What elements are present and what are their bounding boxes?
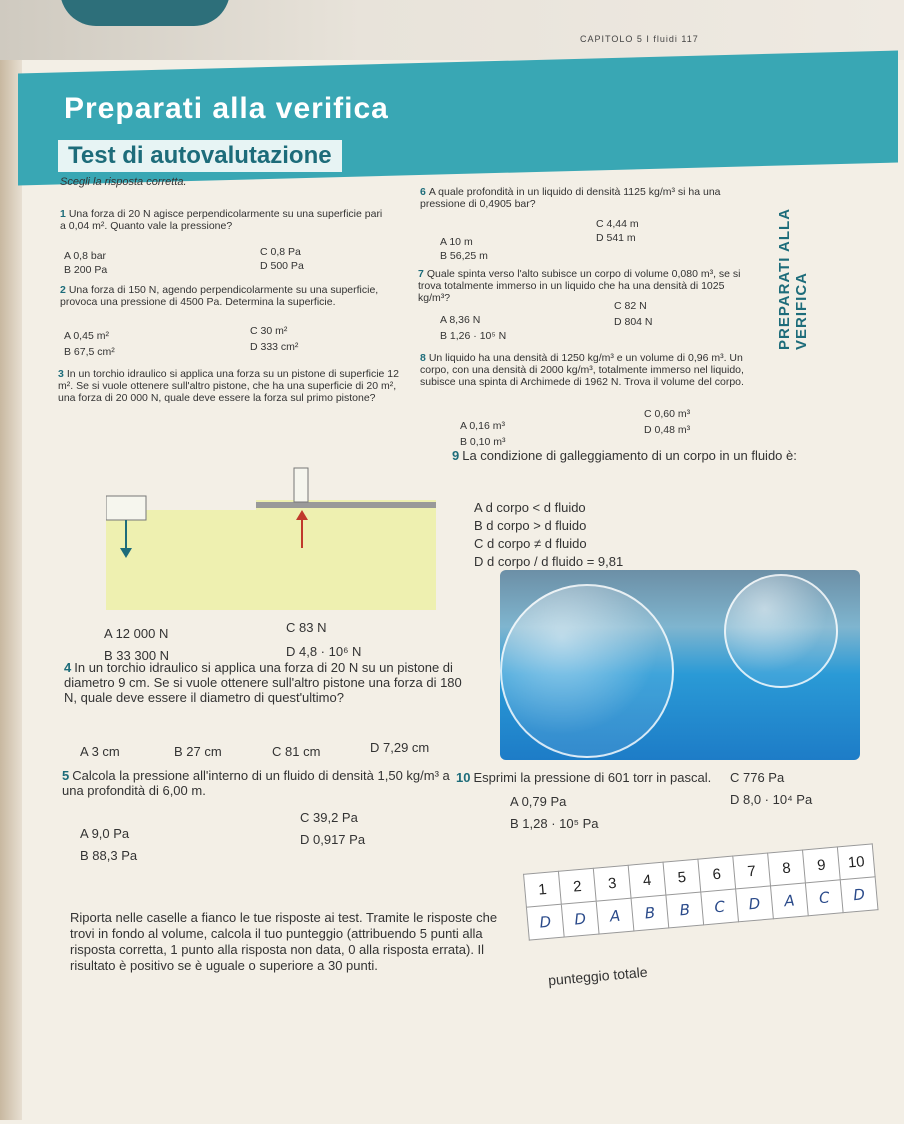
q5-option-a[interactable]: A 9,0 Pa [80, 826, 130, 841]
q8-option-a[interactable]: A 0,16 m³ [460, 420, 505, 432]
q3-option-d[interactable]: D 4,8 · 10⁶ N [286, 644, 362, 659]
q7-option-c[interactable]: C 82 N [614, 300, 647, 312]
grid-number-4: 4 [628, 862, 666, 898]
grid-number-3: 3 [593, 865, 631, 901]
q10-option-d[interactable]: D 8,0 · 10⁴ Pa [730, 792, 813, 807]
grid-number-7: 7 [733, 853, 771, 889]
grid-answer-4[interactable]: B [631, 895, 669, 931]
question-9: 9 La condizione di galleggiamento di un corpo in un fluido è: [452, 448, 797, 463]
question-7: 7 Quale spinta verso l'alto subisce un corpo di volume 0,080 m³, se si trova totalmente immerso in un liquido che ha una densità di 1025 kg/m³? [418, 268, 741, 304]
question-6: 6 A quale profondità in un liquido di densità 1125 kg/m³ si ha una pressione di 0,4905 bar? [420, 186, 721, 210]
decorative-swirl [60, 0, 230, 26]
grid-answer-9[interactable]: C [805, 880, 843, 916]
question-10: 10 Esprimi la pressione di 601 torr in pascal. [456, 770, 712, 785]
hydraulic-press-diagram [106, 460, 446, 610]
grid-number-5: 5 [663, 859, 701, 895]
q6-option-a[interactable]: A 10 m [440, 236, 473, 248]
water-balls-photo [500, 570, 860, 760]
q2-option-b[interactable]: B 67,5 cm² [64, 346, 115, 358]
page-edge [0, 60, 22, 1120]
grid-answer-5[interactable]: B [666, 892, 704, 928]
total-score-label: punteggio totale [547, 963, 649, 989]
grid-number-2: 2 [558, 868, 596, 904]
scoring-instructions: Riporta nelle caselle a fianco le tue risposte ai test. Tramite le risposte che trovi in fondo al volume, calcola il tuo punteggio (attribuendo 5 punti alla risposta corretta, 1 punto alla risposta non data, 0 alla risposta errata). Il risultato è positivo se è uguale o superiore a 30 punti. [70, 910, 498, 973]
grid-answer-7[interactable]: D [736, 886, 774, 922]
q2-option-a[interactable]: A 0,45 m² [64, 330, 109, 342]
question-5: 5 Calcola la pressione all'interno di un fluido di densità 1,50 kg/m³ a una profondità di 6,00 m. [62, 768, 450, 798]
banner-title: Preparati alla verifica [64, 92, 389, 125]
q2-option-d[interactable]: D 333 cm² [250, 341, 299, 353]
water-ball-left [500, 584, 674, 758]
grid-answer-3[interactable]: A [596, 898, 634, 934]
grid-number-9: 9 [802, 847, 840, 883]
grid-number-8: 8 [768, 850, 806, 886]
q3-option-b[interactable]: B 33 300 N [104, 648, 170, 663]
question-2: 2 Una forza di 150 N, agendo perpendicolarmente su una superficie, provoca una pressione di 4500 Pa. Determina la superficie. [60, 284, 379, 308]
test-title: Test di autovalutazione [58, 140, 342, 172]
q6-option-b[interactable]: B 56,25 m [440, 250, 488, 262]
q5-option-d[interactable]: D 0,917 Pa [300, 832, 366, 847]
q3-option-a[interactable]: A 12 000 N [104, 626, 169, 641]
side-label: PREPARATI ALLA VERIFICA [776, 208, 810, 350]
q7-option-d[interactable]: D 804 N [614, 316, 653, 328]
q4-option-d[interactable]: D 7,29 cm [370, 740, 430, 755]
grid-number-1: 1 [524, 871, 562, 907]
q9-option-d[interactable]: D d corpo / d fluido = 9,81 [474, 554, 624, 569]
grid-answer-10[interactable]: D [840, 877, 878, 913]
q1-option-b[interactable]: B 200 Pa [64, 264, 108, 276]
grid-answer-2[interactable]: D [561, 901, 599, 937]
q3-option-c[interactable]: C 83 N [286, 620, 327, 635]
grid-answer-8[interactable]: A [771, 883, 809, 919]
q8-option-b[interactable]: B 0,10 m³ [460, 436, 506, 448]
q6-option-c[interactable]: C 4,44 m [596, 218, 639, 230]
q9-option-b[interactable]: B d corpo > d fluido [474, 518, 587, 533]
q7-option-a[interactable]: A 8,36 N [440, 314, 481, 326]
question-4: 4 In un torchio idraulico si applica una forza di 20 N su un pistone di diametro 9 cm. Se si vuole ottenere sull'altro pistone una forza di 180 N, quale deve essere il diametro di quest'ultimo? [64, 660, 462, 705]
question-1: 1 Una forza di 20 N agisce perpendicolarmente su una superficie pari a 0,04 m². Quanto vale la pressione? [60, 208, 383, 232]
water-ball-right [724, 574, 838, 688]
grid-number-10: 10 [837, 844, 875, 880]
grid-answer-1[interactable]: D [526, 904, 564, 940]
q5-option-b[interactable]: B 88,3 Pa [80, 848, 138, 863]
instruction-text: Scegli la risposta corretta. [60, 176, 187, 188]
q10-option-c[interactable]: C 776 Pa [730, 770, 785, 785]
grid-answer-6[interactable]: C [701, 889, 739, 925]
q1-option-a[interactable]: A 0,8 bar [64, 250, 107, 262]
q5-option-c[interactable]: C 39,2 Pa [300, 810, 358, 825]
q1-option-c[interactable]: C 0,8 Pa [260, 246, 301, 258]
q9-option-c[interactable]: C d corpo ≠ d fluido [474, 536, 587, 551]
q2-option-c[interactable]: C 30 m² [250, 325, 288, 337]
q7-option-b[interactable]: B 1,26 · 10⁵ N [440, 330, 507, 342]
q4-option-a[interactable]: A 3 cm [80, 744, 120, 759]
q4-option-c[interactable]: C 81 cm [272, 744, 321, 759]
q8-option-d[interactable]: D 0,48 m³ [644, 424, 691, 436]
grid-number-6: 6 [698, 856, 736, 892]
question-8: 8 Un liquido ha una densità di 1250 kg/m³ e un volume di 0,96 m³. Un corpo, con una densità di 2000 kg/m³, totalmente immerso nel liquido, subisce una spinta di Archimede di 1962 N. Trova il volume del corpo. [420, 352, 744, 388]
q1-option-d[interactable]: D 500 Pa [260, 260, 304, 272]
q4-option-b[interactable]: B 27 cm [174, 744, 222, 759]
chapter-header: CAPITOLO 5 I fluidi 117 [580, 34, 699, 44]
q8-option-c[interactable]: C 0,60 m³ [644, 408, 691, 420]
q9-option-a[interactable]: A d corpo < d fluido [474, 500, 586, 515]
question-3: 3 In un torchio idraulico si applica una forza su un pistone di superficie 12 m². Se si vuole ottenere sull'altro pistone, che ha una superficie di 20 m², una forza di 20 000 N, quale deve essere la forza sul primo pistone? [58, 368, 399, 404]
q6-option-d[interactable]: D 541 m [596, 232, 636, 244]
q10-option-b[interactable]: B 1,28 · 10⁵ Pa [510, 816, 599, 831]
q10-option-a[interactable]: A 0,79 Pa [510, 794, 567, 809]
